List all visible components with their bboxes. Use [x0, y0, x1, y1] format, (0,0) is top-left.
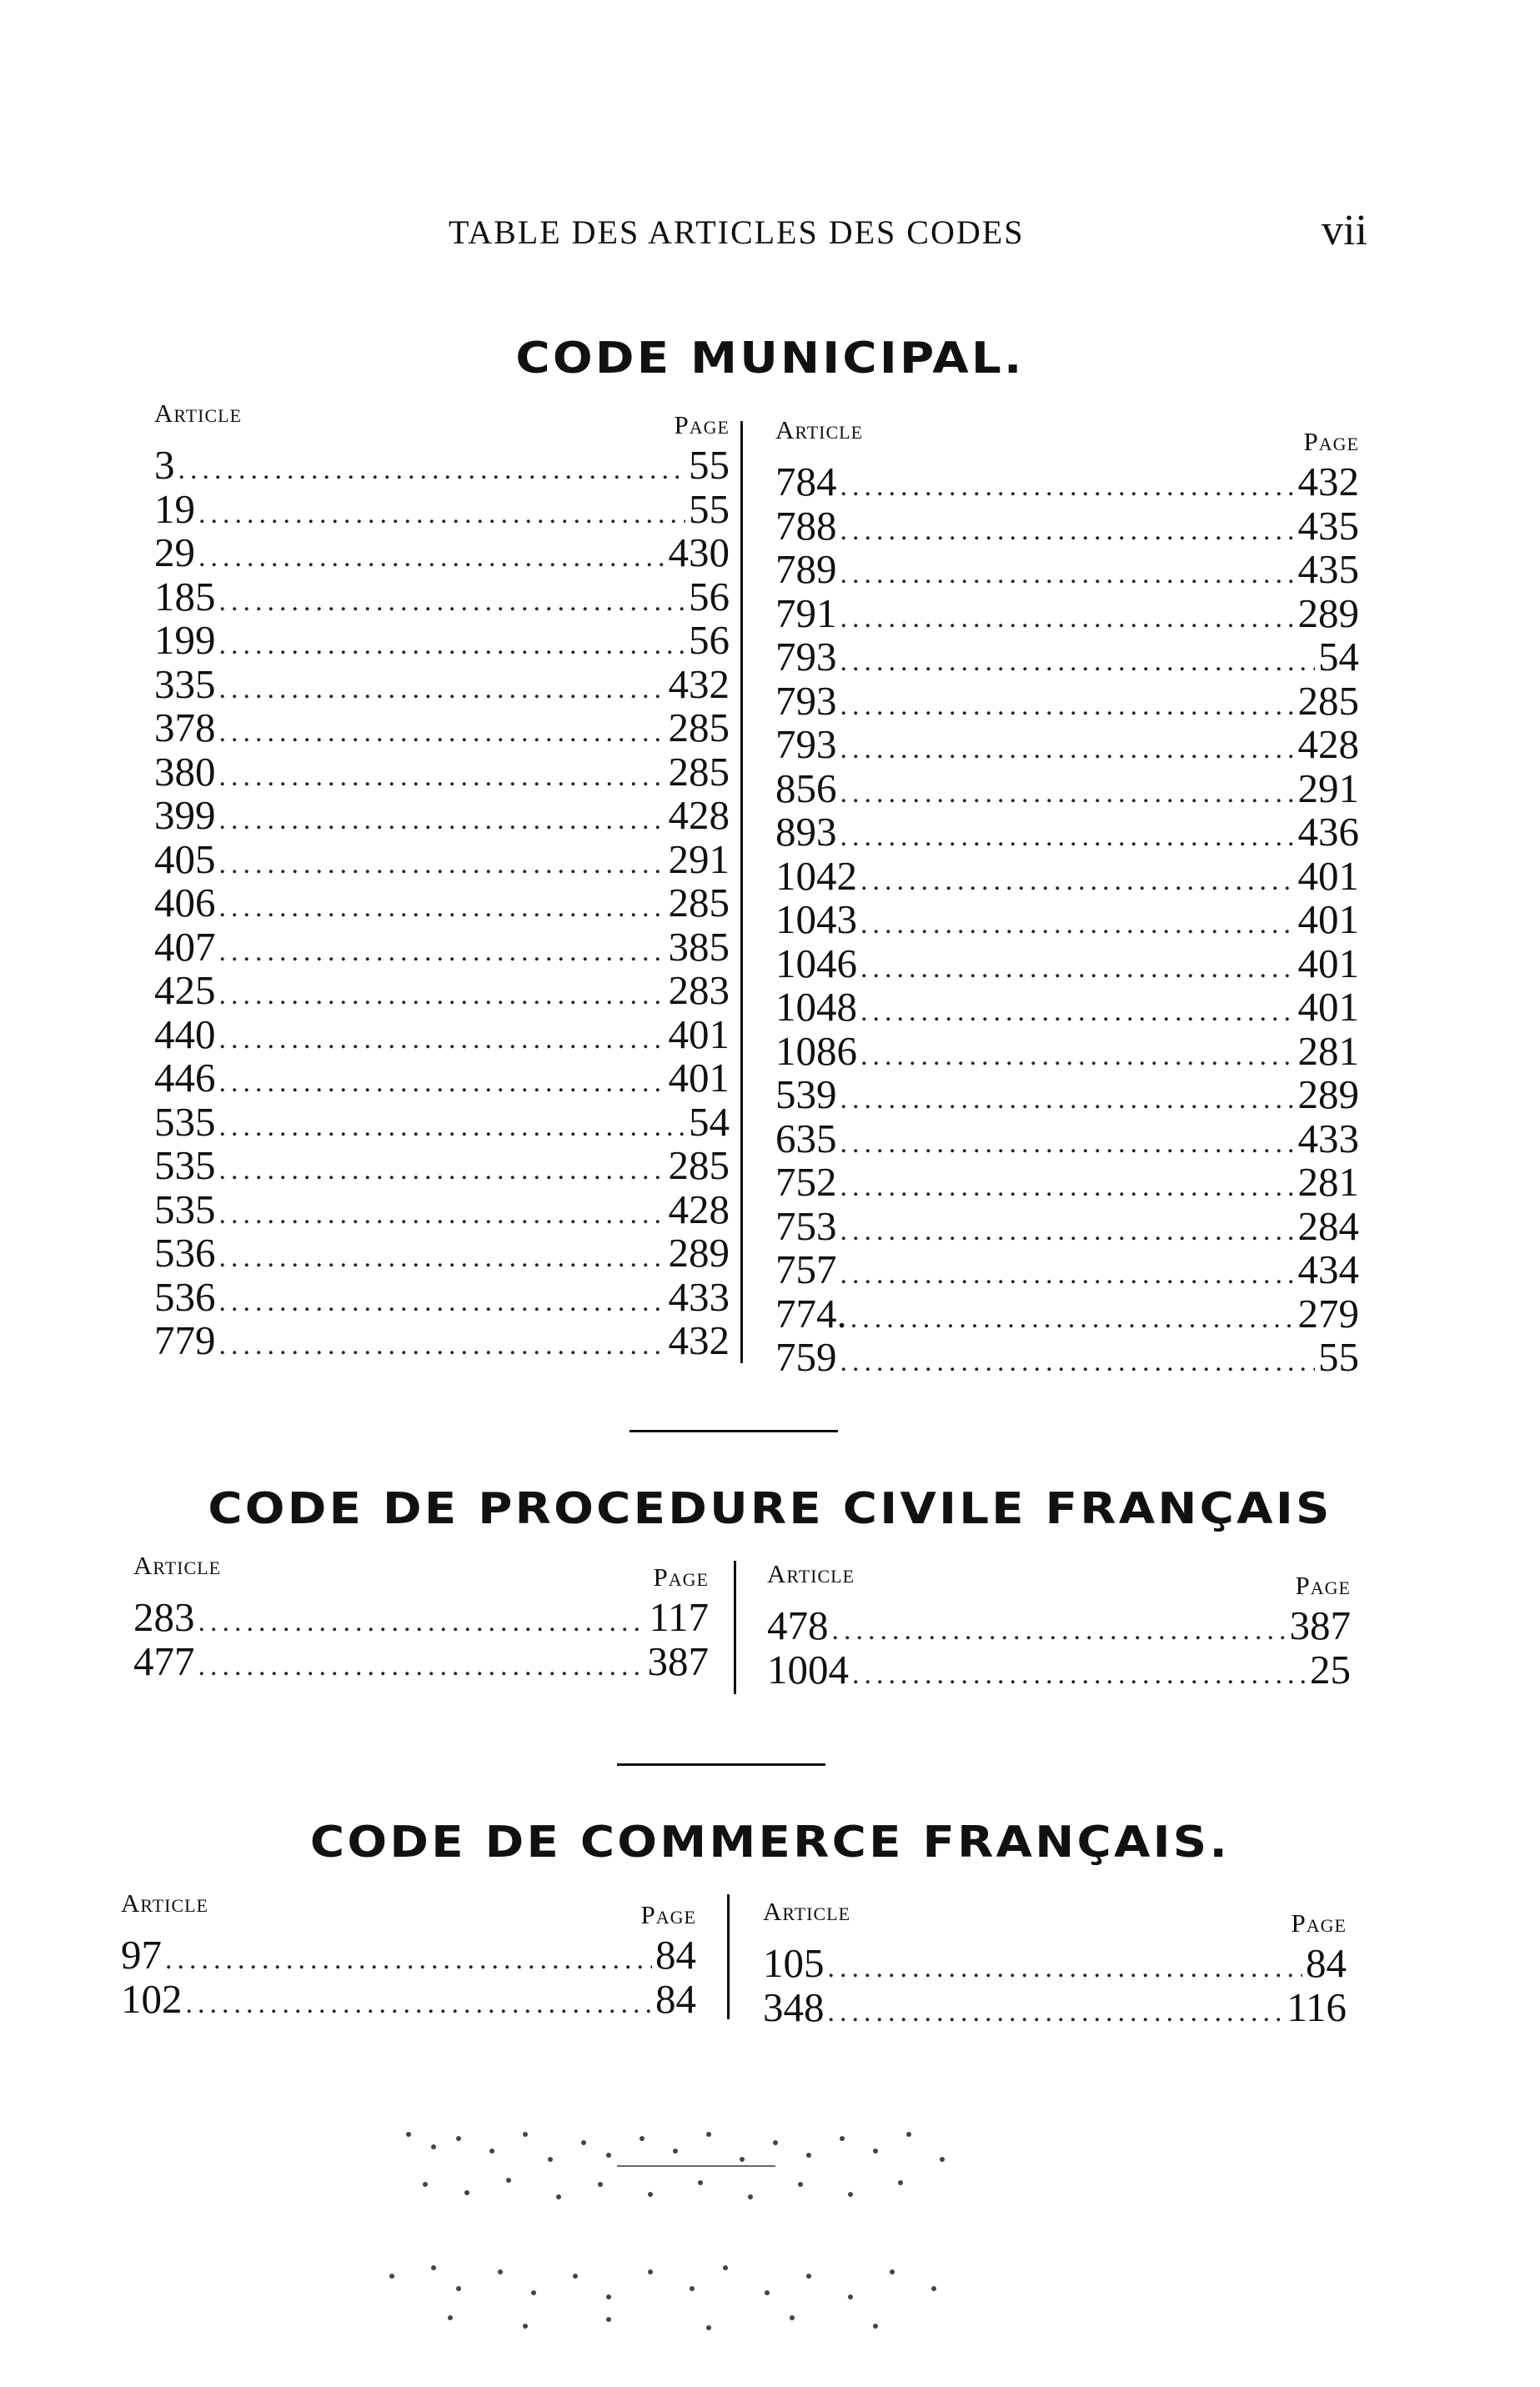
right-column	[775, 415, 1359, 1380]
dot-leader	[840, 685, 1295, 728]
dot-leader	[219, 1236, 665, 1280]
page-number-ref: 401	[1297, 896, 1359, 942]
page-number-ref: 289	[1297, 1071, 1359, 1117]
page-number-ref: 285	[1297, 677, 1359, 724]
table-row	[775, 767, 1359, 811]
article-number: 102	[121, 1975, 183, 2022]
dot-leader	[178, 449, 686, 492]
article-number: 1086	[775, 1027, 857, 1074]
page-heading: Page	[1291, 1908, 1347, 1938]
table-row	[767, 1604, 1351, 1648]
article-number: 793	[775, 721, 837, 767]
entry-list	[775, 460, 1359, 1380]
page-number-ref: 25	[1310, 1646, 1351, 1692]
dot-leader	[840, 1166, 1295, 1209]
article-number: 3	[154, 442, 175, 488]
dot-leader	[165, 1938, 652, 1982]
page-number-ref: 279	[1297, 1290, 1359, 1336]
article-number: 536	[154, 1273, 216, 1320]
section-title: CODE DE COMMERCE FRANÇAIS.	[309, 1818, 1231, 1868]
page-number-ref: 401	[668, 1010, 730, 1057]
table-row	[154, 1273, 730, 1320]
dot-leader	[840, 1253, 1295, 1296]
article-number: 535	[154, 1186, 216, 1232]
dot-leader	[840, 772, 1295, 815]
table-row	[154, 706, 730, 750]
column-divider	[740, 421, 743, 1363]
column-header	[121, 1888, 696, 1929]
dot-leader	[219, 886, 665, 930]
article-number: 893	[775, 809, 837, 855]
article-number: 405	[154, 835, 216, 882]
table-row	[154, 1319, 730, 1363]
page-number-ref: 55	[689, 442, 730, 488]
article-number: 378	[154, 705, 216, 750]
article-number: 1004	[767, 1646, 849, 1692]
dot-leader	[219, 1106, 686, 1149]
entry-list	[121, 1933, 696, 2021]
entry-list	[767, 1604, 1351, 1692]
dot-leader	[219, 799, 665, 842]
page-number-ref: 84	[655, 1932, 696, 1978]
page-number-ref: 433	[1297, 1115, 1359, 1161]
article-number: 348	[763, 1983, 825, 2030]
article-number: 752	[775, 1159, 837, 1205]
page-number-ref: 84	[655, 1975, 696, 2022]
page-number-ref: 428	[668, 792, 730, 838]
dot-leader	[860, 990, 1295, 1034]
section-separator	[630, 1430, 838, 1432]
right-column	[763, 1897, 1347, 2029]
page-number-ref: 281	[1297, 1159, 1359, 1205]
table-row	[767, 1648, 1351, 1692]
table-row	[775, 1336, 1359, 1380]
dot-leader	[198, 1645, 645, 1688]
table-row	[775, 852, 1359, 899]
page-heading: Page	[1295, 1571, 1351, 1600]
page-number-ref: 54	[689, 1098, 730, 1145]
dot-leader	[219, 1018, 665, 1061]
left-column	[133, 1551, 709, 1683]
page-number-ref: 401	[1297, 940, 1359, 986]
article-number: 539	[775, 1071, 837, 1117]
article-number: 1043	[775, 896, 857, 942]
dot-leader	[219, 1324, 665, 1367]
table-row	[154, 1098, 730, 1145]
table-row	[763, 1942, 1347, 1986]
column-header	[154, 399, 730, 439]
table-row	[133, 1637, 709, 1684]
section-separator	[617, 1763, 825, 1766]
page-number-ref: 285	[668, 1142, 730, 1188]
article-number: 856	[775, 765, 837, 811]
dot-leader	[219, 1193, 665, 1236]
page-number-ref: 432	[668, 1317, 730, 1363]
table-row	[775, 723, 1359, 767]
table-row	[775, 548, 1359, 592]
page-heading: Page	[1303, 427, 1359, 456]
dot-leader	[219, 711, 665, 755]
entry-list	[763, 1942, 1347, 2029]
dot-leader	[850, 1297, 1295, 1341]
dot-leader	[840, 553, 1295, 596]
dot-leader	[198, 493, 685, 536]
article-heading: Article	[763, 1897, 851, 1926]
dot-leader	[198, 1601, 646, 1644]
article-number: 478	[767, 1602, 829, 1648]
table-row	[154, 1231, 730, 1276]
section-code-municipal	[0, 333, 1540, 1417]
article-number: 97	[121, 1932, 162, 1978]
column-header	[133, 1551, 709, 1592]
dot-leader	[860, 860, 1295, 903]
dot-leader	[840, 597, 1295, 640]
left-column	[121, 1888, 696, 2021]
page-number-ref: 117	[649, 1594, 709, 1640]
dot-leader	[840, 1078, 1295, 1121]
table-row	[154, 750, 730, 795]
table-row	[121, 1933, 696, 1978]
dot-leader	[832, 1609, 1287, 1652]
column-header	[763, 1897, 1347, 1938]
table-row	[775, 942, 1359, 986]
article-number: 406	[154, 880, 216, 925]
article-number: 784	[775, 459, 837, 504]
page-number-ref: 289	[668, 1230, 730, 1276]
page-number-ref: 289	[1297, 589, 1359, 636]
page-number-ref: 387	[1289, 1602, 1351, 1648]
dot-leader	[219, 974, 665, 1017]
page-number-ref: 55	[689, 485, 730, 532]
table-row	[763, 1983, 1347, 2030]
dot-leader	[852, 1653, 1307, 1697]
page-number-ref: 283	[668, 967, 730, 1013]
article-number: 753	[775, 1202, 837, 1249]
running-title: TABLE DES ARTICLES DES CODES	[449, 213, 1025, 251]
page-number-ref: 281	[1297, 1027, 1359, 1074]
library-stamp	[359, 2101, 1026, 2351]
article-number: 791	[775, 589, 837, 636]
page-number-ref: 401	[668, 1055, 730, 1101]
dot-leader	[828, 1947, 1303, 1990]
column-divider	[727, 1894, 730, 2019]
page-number-ref: 401	[1297, 852, 1359, 899]
entry-list	[133, 1596, 709, 1683]
page-number-ref: 54	[1318, 634, 1359, 679]
article-heading: Article	[154, 399, 243, 428]
table-row	[133, 1596, 709, 1640]
page-number-ref: 434	[1297, 1246, 1359, 1292]
section-code-commerce	[0, 1818, 1540, 2068]
section-title: CODE DE PROCEDURE CIVILE FRANÇAIS	[208, 1484, 1332, 1534]
table-row	[775, 1292, 1359, 1336]
table-row	[154, 1056, 730, 1101]
page-number-ref: 55	[1318, 1334, 1359, 1380]
table-row	[154, 444, 730, 488]
table-row	[775, 1117, 1359, 1161]
article-number: 1046	[775, 940, 857, 986]
page-number-ref: 285	[668, 880, 730, 925]
table-row	[775, 898, 1359, 942]
page-number-ref: 285	[668, 748, 730, 795]
page-heading: Page	[653, 1562, 709, 1592]
table-row	[154, 969, 730, 1013]
article-number: 793	[775, 634, 837, 679]
dot-leader	[840, 728, 1295, 771]
page-number-ref: 284	[1297, 1202, 1359, 1249]
page-number: vii	[1322, 207, 1367, 254]
article-heading: Article	[775, 415, 864, 444]
article-number: 788	[775, 502, 837, 549]
table-row	[775, 504, 1359, 549]
article-number: 477	[133, 1637, 195, 1684]
dot-leader	[219, 624, 686, 667]
table-row	[775, 1248, 1359, 1292]
dot-leader	[860, 947, 1295, 990]
table-row	[154, 1010, 730, 1057]
article-heading: Article	[121, 1888, 209, 1918]
table-row	[154, 794, 730, 838]
article-number: 199	[154, 617, 216, 663]
page-number-ref: 435	[1297, 502, 1359, 549]
page-number-ref: 56	[689, 573, 730, 619]
page-number-ref: 84	[1306, 1940, 1347, 1986]
column-header	[775, 415, 1359, 456]
page-number-ref: 385	[668, 923, 730, 970]
left-column	[154, 399, 730, 1363]
running-head	[0, 207, 1540, 263]
table-row	[154, 660, 730, 707]
table-row	[154, 835, 730, 882]
article-number: 19	[154, 485, 195, 532]
table-row	[154, 1144, 730, 1188]
dot-leader	[840, 1122, 1295, 1166]
table-row	[775, 635, 1359, 679]
table-row	[154, 575, 730, 619]
table-row	[154, 619, 730, 663]
article-number: 774.	[775, 1290, 847, 1336]
article-heading: Article	[767, 1559, 855, 1588]
page-number-ref: 285	[668, 705, 730, 750]
page-number-ref: 387	[647, 1637, 709, 1684]
column-divider	[734, 1561, 736, 1694]
article-number: 1042	[775, 852, 857, 899]
article-number: 440	[154, 1010, 216, 1057]
article-number: 789	[775, 546, 837, 592]
article-number: 399	[154, 792, 216, 838]
dot-leader	[840, 509, 1295, 553]
right-column	[767, 1559, 1351, 1692]
dot-leader	[198, 536, 665, 579]
article-number: 635	[775, 1115, 837, 1161]
table-row	[775, 460, 1359, 504]
table-row	[154, 485, 730, 532]
table-row	[775, 1073, 1359, 1117]
table-row	[775, 1027, 1359, 1074]
page-number-ref: 435	[1297, 546, 1359, 592]
page-number-ref: 428	[668, 1186, 730, 1232]
article-number: 335	[154, 660, 216, 707]
page-number-ref: 291	[1297, 765, 1359, 811]
dot-leader	[186, 1983, 653, 2026]
dot-leader	[840, 1341, 1316, 1384]
dot-leader	[219, 755, 665, 799]
page-heading: Page	[640, 1900, 696, 1929]
page-number-ref: 433	[668, 1273, 730, 1320]
article-number: 105	[763, 1940, 825, 1986]
table-row	[775, 1161, 1359, 1205]
article-number: 380	[154, 748, 216, 795]
table-row	[121, 1975, 696, 2022]
article-number: 536	[154, 1230, 216, 1276]
dot-leader	[860, 1035, 1295, 1078]
table-row	[775, 679, 1359, 724]
article-number: 283	[133, 1594, 195, 1640]
dot-leader	[219, 930, 665, 974]
page-number-ref: 436	[1297, 809, 1359, 855]
dot-leader	[840, 815, 1295, 859]
article-number: 446	[154, 1055, 216, 1101]
entry-list	[154, 444, 730, 1363]
article-heading: Article	[133, 1551, 222, 1580]
page-number-ref: 430	[668, 529, 730, 575]
article-number: 779	[154, 1317, 216, 1363]
section-code-procedure-civile	[0, 1484, 1540, 1734]
page-number-ref: 428	[1297, 721, 1359, 767]
article-number: 793	[775, 677, 837, 724]
article-number: 425	[154, 967, 216, 1013]
table-row	[154, 1188, 730, 1232]
dot-leader	[840, 1210, 1295, 1253]
page-number-ref: 432	[1297, 459, 1359, 504]
page-heading: Page	[674, 410, 730, 439]
table-row	[775, 1202, 1359, 1249]
article-number: 535	[154, 1098, 216, 1145]
column-header	[767, 1559, 1351, 1600]
article-number: 757	[775, 1246, 837, 1292]
dot-leader	[860, 903, 1295, 946]
article-number: 1048	[775, 984, 857, 1030]
dot-leader	[219, 668, 665, 711]
page-number-ref: 401	[1297, 984, 1359, 1030]
table-row	[154, 531, 730, 575]
page-number-ref: 116	[1287, 1983, 1347, 2030]
section-title: CODE MUNICIPAL.	[515, 333, 1025, 384]
article-number: 185	[154, 573, 216, 619]
table-row	[775, 589, 1359, 636]
dot-leader	[840, 465, 1295, 509]
page-number-ref: 432	[668, 660, 730, 707]
table-row	[775, 810, 1359, 855]
dot-leader	[219, 1061, 665, 1105]
article-number: 535	[154, 1142, 216, 1188]
article-number: 759	[775, 1334, 837, 1380]
article-number: 29	[154, 529, 195, 575]
article-number: 407	[154, 923, 216, 970]
table-row	[775, 985, 1359, 1030]
page-number-ref: 56	[689, 617, 730, 663]
dot-leader	[828, 1991, 1284, 2034]
table-row	[154, 925, 730, 970]
dot-leader	[219, 580, 686, 624]
dot-leader	[219, 1281, 665, 1324]
table-row	[154, 881, 730, 925]
page-number-ref: 291	[668, 835, 730, 882]
dot-leader	[219, 843, 665, 886]
dot-leader	[219, 1149, 665, 1192]
dot-leader	[840, 640, 1316, 684]
